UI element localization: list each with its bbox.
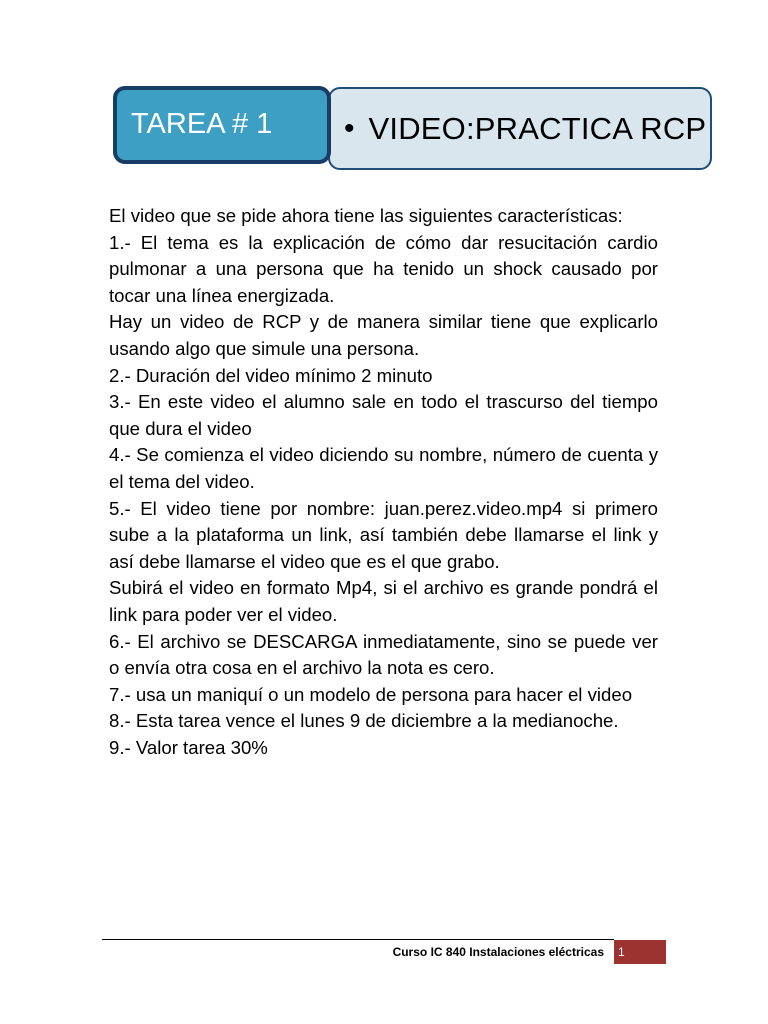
paragraph-item-3: 3.- En este video el alumno sale en todo el trascurso del tiempo que dura el video (109, 391, 658, 439)
paragraph-item-6: 6.- El archivo se DESCARGA inmediatamente, sino se puede ver o envía otra cosa en el archivo la nota es cero. (109, 630, 658, 679)
paragraph-intro: El video que se pide ahora tiene las siguientes características: (109, 205, 623, 226)
task-label: TAREA # 1 (131, 108, 273, 140)
bullet-icon: • (344, 111, 355, 145)
task-label-box (113, 86, 331, 164)
paragraph-format-note: Subirá el video en formato Mp4, si el archivo es grande pondrá el link para poder ver el video. (109, 577, 658, 625)
paragraph-item-1: 1.- El tema es la explicación de cómo dar resucitación cardio pulmonar a una persona que ha tenido un shock causado por tocar una línea energizada. (109, 231, 658, 306)
paragraph-rcp-note: Hay un video de RCP y de manera similar tiene que explicarlo usando algo que simule una persona. (109, 311, 658, 359)
title-box (328, 87, 712, 170)
paragraph-item-2: 2.- Duración del video mínimo 2 minuto (109, 364, 433, 386)
paragraph-item-7: 7.- usa un maniquí o un modelo de persona para hacer el video (109, 683, 633, 705)
footer-divider (102, 939, 614, 940)
paragraph-item-8: 8.- Esta tarea vence el lunes 9 de diciembre a la medianoche. (109, 710, 619, 732)
page-number-badge: 1 (614, 940, 666, 964)
footer-course-name: Curso IC 840 Instalaciones eléctricas (392, 945, 604, 959)
paragraph-item-5: 5.- El video tiene por nombre: juan.perez.video.mp4 si primero sube a la plataforma un link, así también debe llamarse el link y así debe llamarse el video que es el que grabo. (109, 497, 658, 572)
paragraph-item-9: 9.- Valor tarea 30% (109, 736, 268, 758)
paragraph-item-4: 4.- Se comienza el video diciendo su nombre, número de cuenta y el tema del video. (109, 444, 658, 492)
page-title: VIDEO:PRACTICA RCP (368, 110, 707, 146)
task-description (109, 203, 658, 761)
